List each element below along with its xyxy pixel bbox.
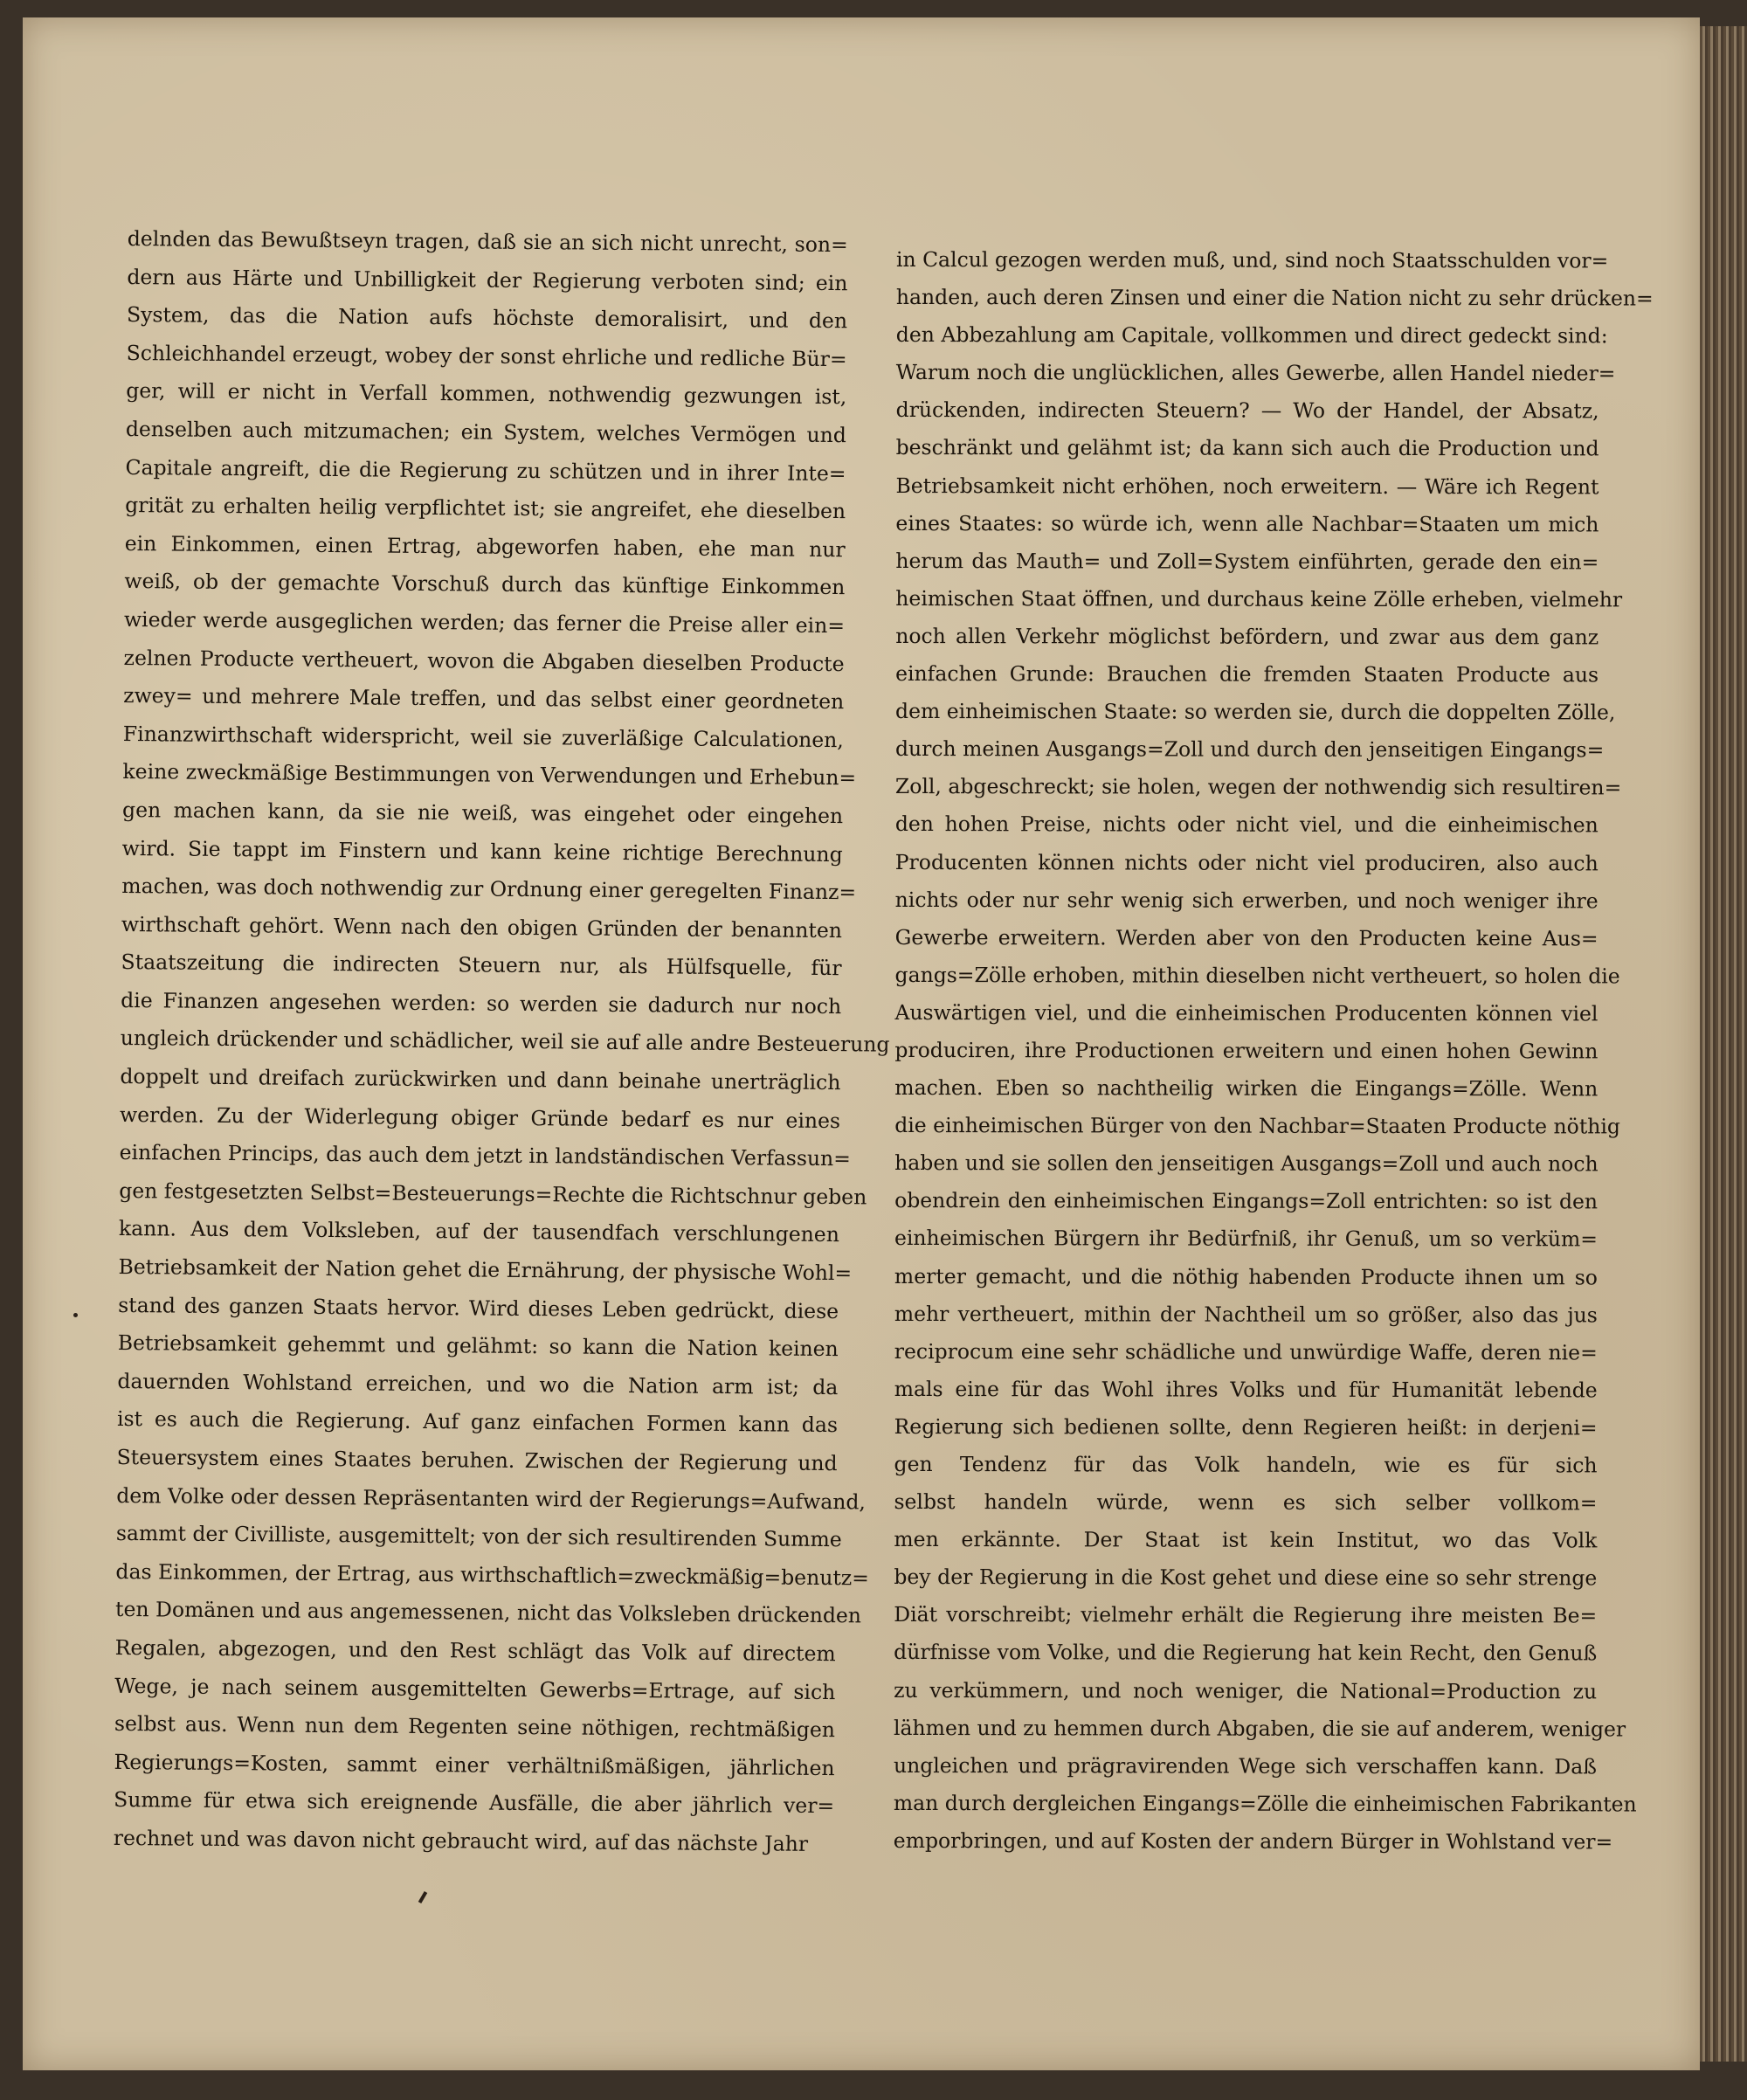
text-line: denselben auch mitzumachen; ein System, welches Vermögen und — [125, 416, 847, 448]
text-line: mehr vertheuert, mithin der Nachtheil um so größer, also das jus — [894, 1301, 1598, 1328]
text-line: bey der Regierung in die Kost gehet und diese eine so sehr strenge — [894, 1565, 1598, 1591]
text-line: Betriebsamkeit gehemmt und gelähmt: so kann die Nation keinen — [117, 1330, 839, 1362]
text-line: Gewerbe erweitern. Werden aber von den Producten keine Aus= — [894, 924, 1599, 951]
text-line: drückenden, indirecten Steuern? — Wo der Handel, der Absatz, — [895, 397, 1599, 424]
text-line: dem einheimischen Staate: so werden sie, durch die doppelten Zölle, — [895, 699, 1616, 725]
text-line: beschränkt und gelähmt ist; da kann sich auch die Production und — [895, 435, 1599, 461]
text-line: wirthschaft gehört. Wenn nach den obigen Gründen der benannten — [121, 911, 843, 943]
text-line: einfachen Princips, das auch dem jetzt in landständischen Verfassun= — [119, 1140, 852, 1171]
text-line: grität zu erhalten heilig verpflichtet ist; sie angreifet, ehe dieselben — [125, 493, 846, 524]
text-line: sammt der Civilliste, ausgemittelt; von der sich resultirenden Summe — [115, 1521, 842, 1552]
text-line: dern aus Härte und Unbilligkeit der Regierung verboten sind; ein — [127, 264, 848, 295]
text-line: gen festgesetzten Selbst=Besteuerungs=Rechte die Richtschnur geben — [119, 1178, 867, 1210]
text-line: kann. Aus dem Volksleben, auf der tausendfach verschlungenen — [118, 1216, 840, 1247]
text-line: lähmen und zu hemmen durch Abgaben, die sie auf anderem, weniger — [894, 1715, 1626, 1742]
text-line: die einheimischen Bürger von den Nachbar=Staaten Producte nöthig — [894, 1113, 1621, 1139]
text-line: gen Tendenz für das Volk handeln, wie es für sich — [894, 1451, 1598, 1478]
text-line: den hohen Preise, nichts oder nicht viel, und die einheimischen — [894, 812, 1599, 838]
text-line: merter gemacht, und die nöthig habenden Producte ihnen um so — [894, 1263, 1598, 1289]
text-line: obendrein den einheimischen Eingangs=Zoll entrichten: so ist den — [894, 1188, 1599, 1214]
page-stack-edge — [1700, 26, 1747, 2062]
text-line: delnden das Bewußtseyn tragen, daß sie an sich nicht unrecht, son= — [127, 225, 848, 258]
text-line: rechnet und was davon nicht gebraucht wird, auf das nächste Jahr — [113, 1825, 809, 1856]
text-line: eines Staates: so würde ich, wenn alle Nachbar=Staaten um mich — [895, 510, 1599, 537]
ink-mark — [418, 1891, 427, 1903]
text-line: gen machen kann, da sie nie weiß, was eingehet oder eingehen — [121, 797, 844, 829]
text-line: Betriebsamkeit nicht erhöhen, noch erweitern. — Wäre ich Regent — [895, 473, 1599, 499]
text-line: ungleichen und prägravirenden Wege sich verschaffen kann. Daß — [893, 1752, 1597, 1779]
text-line: gangs=Zölle erhoben, mithin dieselben nicht vertheuert, so holen die — [894, 962, 1620, 989]
left-text-column — [113, 220, 890, 1864]
text-line: wird. Sie tappt im Finstern und kann keine richtige Berechnung — [121, 835, 843, 867]
text-line: einheimischen Bürgern ihr Bedürfniß, ihr Genuß, um so verküm= — [894, 1226, 1599, 1252]
text-line: Finanzwirthschaft widerspricht, weil sie zuverläßige Calculationen, — [122, 721, 844, 752]
text-line: Regalen, abgezogen, und den Rest schlägt das Volk auf directem — [114, 1634, 836, 1667]
text-line: emporbringen, und auf Kosten der andern Bürger in Wohlstand ver= — [893, 1827, 1613, 1855]
text-line: wieder werde ausgeglichen werden; das ferner die Preise aller ein= — [123, 606, 846, 639]
text-line: Summe für etwa sich ereignende Ausfälle, die aber jährlich ver= — [114, 1787, 835, 1819]
text-line: Diät vorschreibt; vielmehr erhält die Regierung ihre meisten Be= — [894, 1602, 1598, 1628]
text-line: handen, auch deren Zinsen und einer die Nation nicht zu sehr drücken= — [895, 285, 1654, 311]
text-line: man durch dergleichen Eingangs=Zölle die einheimischen Fabrikanten — [893, 1790, 1637, 1817]
text-line: Zoll, abgeschreckt; sie holen, wegen der nothwendig sich resultiren= — [894, 774, 1622, 800]
text-line: Betriebsamkeit der Nation gehet die Ernährung, der physische Wohl= — [118, 1254, 853, 1286]
text-line: doppelt und dreifach zurückwirken und dann beinahe unerträglich — [120, 1064, 841, 1095]
text-line: Warum noch die unglücklichen, alles Gewerbe, allen Handel nieder= — [895, 360, 1616, 386]
text-line: herum das Mauth= und Zoll=System einführten, gerade den ein= — [895, 548, 1599, 575]
text-line: noch allen Verkehr möglichst befördern, und zwar aus dem ganz — [895, 623, 1599, 650]
text-line: ten Domänen und aus angemessenen, nicht das Volksleben drückenden — [114, 1597, 862, 1628]
text-line: in Calcul gezogen werden muß, und, sind noch Staatsschulden vor= — [895, 247, 1609, 273]
text-line: Staatszeitung die indirecten Steuern nur, als Hülfsquelle, für — [121, 950, 842, 981]
text-line: selbst handeln würde, wenn es sich selber vollkom= — [894, 1489, 1598, 1516]
text-line: durch meinen Ausgangs=Zoll und durch den jenseitigen Eingangs= — [894, 736, 1605, 763]
text-line: Wege, je nach seinem ausgemittelten Gewerbs=Ertrage, auf sich — [114, 1673, 836, 1704]
text-line: System, das die Nation aufs höchste demoralisirt, und den — [126, 302, 848, 334]
text-line: ger, will er nicht in Verfall kommen, nothwendig gezwungen ist, — [126, 378, 847, 410]
text-line: produciren, ihre Productionen erweitern und einen hohen Gewinn — [894, 1037, 1599, 1064]
text-line: Auswärtigen viel, und die einheimischen Producenten können viel — [894, 999, 1599, 1026]
text-line: machen, was doch nothwendig zur Ordnung einer geregelten Finanz= — [121, 874, 857, 905]
text-line: ein Einkommen, einen Ertrag, abgeworfen haben, ehe man nur — [124, 530, 846, 562]
text-line: Steuersystem eines Staates beruhen. Zwischen der Regierung und — [116, 1444, 838, 1476]
text-line: haben und sie sollen den jenseitigen Ausgangs=Zoll und auch noch — [894, 1150, 1599, 1177]
text-line: ist es auch die Regierung. Auf ganz einfachen Formen kann das — [116, 1406, 839, 1438]
text-line: die Finanzen angesehen werden: so werden sie dadurch nur noch — [121, 987, 842, 1019]
text-line: reciprocum eine sehr schädliche und unwürdige Waffe, deren nie= — [894, 1338, 1598, 1365]
ink-speck — [73, 1313, 78, 1317]
text-line: ungleich drückender und schädlicher, weil sie auf alle andre Besteuerung — [120, 1026, 890, 1058]
text-line: dem Volke oder dessen Repräsentanten wird der Regierungs=Aufwand, — [116, 1482, 867, 1515]
text-line: Schleichhandel erzeugt, wobey der sonst ehrliche und redliche Bür= — [126, 340, 847, 371]
text-line: men erkännte. Der Staat ist kein Institut, wo das Volk — [894, 1527, 1598, 1553]
text-line: zelnen Producte vertheuert, wovon die Abgaben dieselben Producte — [123, 645, 845, 676]
book-page — [23, 17, 1700, 2070]
text-line: zwey= und mehrere Male treffen, und das selbst einer geordneten — [123, 683, 845, 715]
text-line: mals eine für das Wohl ihres Volks und für Humanität lebende — [894, 1376, 1598, 1403]
text-line: den Abbezahlung am Capitale, vollkommen und direct gedeckt sind: — [895, 322, 1608, 349]
text-line: einfachen Grunde: Brauchen die fremden Staaten Producte aus — [895, 661, 1599, 687]
text-line: heimischen Staat öffnen, und durchaus keine Zölle erheben, vielmehr — [895, 585, 1623, 612]
text-line: weiß, ob der gemachte Vorschuß durch das künftige Einkommen — [124, 569, 846, 600]
text-line: Regierung sich bedienen sollte, denn Regieren heißt: in derjeni= — [894, 1413, 1598, 1440]
text-line: zu verkümmern, und noch weniger, die National=Production zu — [894, 1677, 1598, 1703]
text-line: Capitale angreift, die die Regierung zu schützen und in ihrer Inte= — [125, 454, 846, 486]
text-line: das Einkommen, der Ertrag, aus wirthschaftlich=zweckmäßig=benutz= — [115, 1558, 870, 1591]
text-line: selbst aus. Wenn nun dem Regenten seine nöthigen, rechtmäßigen — [114, 1711, 836, 1743]
right-text-column — [893, 241, 1654, 1861]
text-line: stand des ganzen Staats hervor. Wird dieses Leben gedrückt, diese — [118, 1292, 839, 1323]
text-line: dauernden Wohlstand erreichen, und wo die Nation arm ist; da — [117, 1368, 839, 1399]
text-line: machen. Eben so nachtheilig wirken die Eingangs=Zölle. Wenn — [894, 1075, 1599, 1102]
text-line: dürfnisse vom Volke, und die Regierung hat kein Recht, den Genuß — [894, 1640, 1598, 1666]
text-line: nichts oder nur sehr wenig sich erwerben, und noch weniger ihre — [894, 887, 1599, 913]
text-line: keine zweckmäßige Bestimmungen von Verwendungen und Erhebun= — [122, 759, 857, 791]
text-line: werden. Zu der Widerlegung obiger Gründe bedarf es nur eines — [119, 1102, 841, 1133]
text-line: Regierungs=Kosten, sammt einer verhältnißmäßigen, jährlichen — [114, 1749, 835, 1780]
text-line: Producenten können nichts oder nicht viel produciren, also auch — [894, 849, 1599, 875]
